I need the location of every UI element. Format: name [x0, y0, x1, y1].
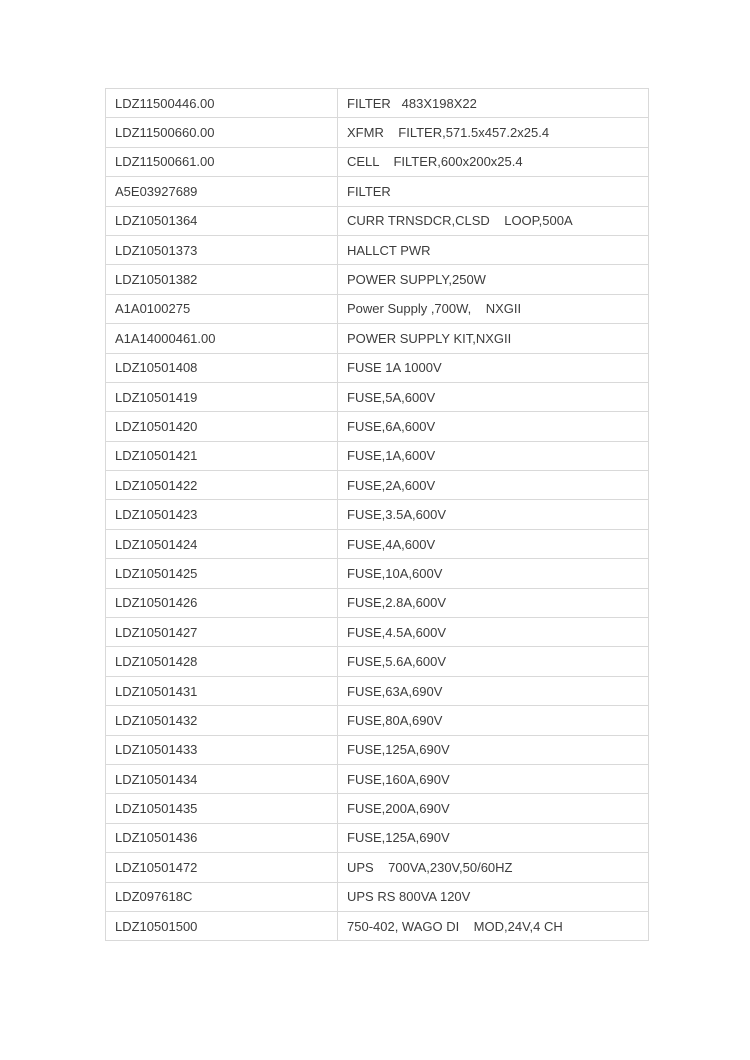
- table-row: [106, 911, 649, 940]
- table-row: [106, 500, 649, 529]
- description-cell: FUSE,200A,690V: [338, 794, 649, 823]
- description-cell: FUSE,1A,600V: [338, 441, 649, 470]
- part-number-cell: LDZ11500660.00: [106, 118, 338, 147]
- description-cell: Power Supply ,700W, NXGII: [338, 294, 649, 323]
- part-number-cell: LDZ10501420: [106, 412, 338, 441]
- table-row: [106, 676, 649, 705]
- part-number-cell: A1A0100275: [106, 294, 338, 323]
- description-cell: HALLCT PWR: [338, 235, 649, 264]
- description-cell: FUSE,5.6A,600V: [338, 647, 649, 676]
- description-cell: FILTER 483X198X22: [338, 89, 649, 118]
- table-row: [106, 177, 649, 206]
- description-cell: FUSE,2A,600V: [338, 471, 649, 500]
- part-number-cell: LDZ10501424: [106, 529, 338, 558]
- description-cell: CELL FILTER,600x200x25.4: [338, 147, 649, 176]
- description-cell: CURR TRNSDCR,CLSD LOOP,500A: [338, 206, 649, 235]
- table-row: [106, 324, 649, 353]
- description-cell: UPS 700VA,230V,50/60HZ: [338, 853, 649, 882]
- part-number-cell: LDZ10501373: [106, 235, 338, 264]
- table-row: [106, 588, 649, 617]
- description-cell: FUSE 1A 1000V: [338, 353, 649, 382]
- description-cell: FUSE,125A,690V: [338, 823, 649, 852]
- table-row: [106, 882, 649, 911]
- description-cell: FUSE,2.8A,600V: [338, 588, 649, 617]
- part-number-cell: LDZ10501428: [106, 647, 338, 676]
- description-cell: FILTER: [338, 177, 649, 206]
- table-row: [106, 794, 649, 823]
- table-row: [106, 147, 649, 176]
- table-row: [106, 647, 649, 676]
- part-number-cell: LDZ10501432: [106, 706, 338, 735]
- description-cell: FUSE,160A,690V: [338, 764, 649, 793]
- table-row: [106, 412, 649, 441]
- description-cell: UPS RS 800VA 120V: [338, 882, 649, 911]
- description-cell: FUSE,3.5A,600V: [338, 500, 649, 529]
- part-number-cell: LDZ10501364: [106, 206, 338, 235]
- part-number-cell: LDZ10501472: [106, 853, 338, 882]
- parts-table: [105, 88, 649, 941]
- part-number-cell: LDZ10501419: [106, 382, 338, 411]
- part-number-cell: LDZ11500446.00: [106, 89, 338, 118]
- part-number-cell: LDZ10501422: [106, 471, 338, 500]
- table-row: [106, 764, 649, 793]
- part-number-cell: LDZ10501435: [106, 794, 338, 823]
- table-row: [106, 89, 649, 118]
- part-number-cell: LDZ10501433: [106, 735, 338, 764]
- part-number-cell: LDZ10501426: [106, 588, 338, 617]
- part-number-cell: LDZ10501423: [106, 500, 338, 529]
- part-number-cell: LDZ10501434: [106, 764, 338, 793]
- parts-table-body: [106, 89, 649, 941]
- table-row: [106, 823, 649, 852]
- description-cell: FUSE,4A,600V: [338, 529, 649, 558]
- description-cell: 750-402, WAGO DI MOD,24V,4 CH: [338, 911, 649, 940]
- description-cell: FUSE,5A,600V: [338, 382, 649, 411]
- part-number-cell: LDZ11500661.00: [106, 147, 338, 176]
- description-cell: XFMR FILTER,571.5x457.2x25.4: [338, 118, 649, 147]
- table-row: [106, 294, 649, 323]
- part-number-cell: LDZ10501500: [106, 911, 338, 940]
- table-row: [106, 353, 649, 382]
- part-number-cell: A5E03927689: [106, 177, 338, 206]
- table-row: [106, 235, 649, 264]
- table-row: [106, 265, 649, 294]
- part-number-cell: LDZ097618C: [106, 882, 338, 911]
- part-number-cell: LDZ10501436: [106, 823, 338, 852]
- description-cell: POWER SUPPLY KIT,NXGII: [338, 324, 649, 353]
- table-row: [106, 853, 649, 882]
- table-row: [106, 206, 649, 235]
- table-row: [106, 559, 649, 588]
- description-cell: FUSE,63A,690V: [338, 676, 649, 705]
- description-cell: FUSE,6A,600V: [338, 412, 649, 441]
- part-number-cell: LDZ10501408: [106, 353, 338, 382]
- description-cell: FUSE,125A,690V: [338, 735, 649, 764]
- description-cell: FUSE,80A,690V: [338, 706, 649, 735]
- table-row: [106, 441, 649, 470]
- part-number-cell: LDZ10501431: [106, 676, 338, 705]
- description-cell: FUSE,4.5A,600V: [338, 618, 649, 647]
- description-cell: POWER SUPPLY,250W: [338, 265, 649, 294]
- table-row: [106, 118, 649, 147]
- table-row: [106, 618, 649, 647]
- part-number-cell: LDZ10501425: [106, 559, 338, 588]
- table-row: [106, 706, 649, 735]
- table-row: [106, 735, 649, 764]
- part-number-cell: A1A14000461.00: [106, 324, 338, 353]
- part-number-cell: LDZ10501382: [106, 265, 338, 294]
- description-cell: FUSE,10A,600V: [338, 559, 649, 588]
- table-row: [106, 471, 649, 500]
- table-row: [106, 529, 649, 558]
- part-number-cell: LDZ10501421: [106, 441, 338, 470]
- table-row: [106, 382, 649, 411]
- part-number-cell: LDZ10501427: [106, 618, 338, 647]
